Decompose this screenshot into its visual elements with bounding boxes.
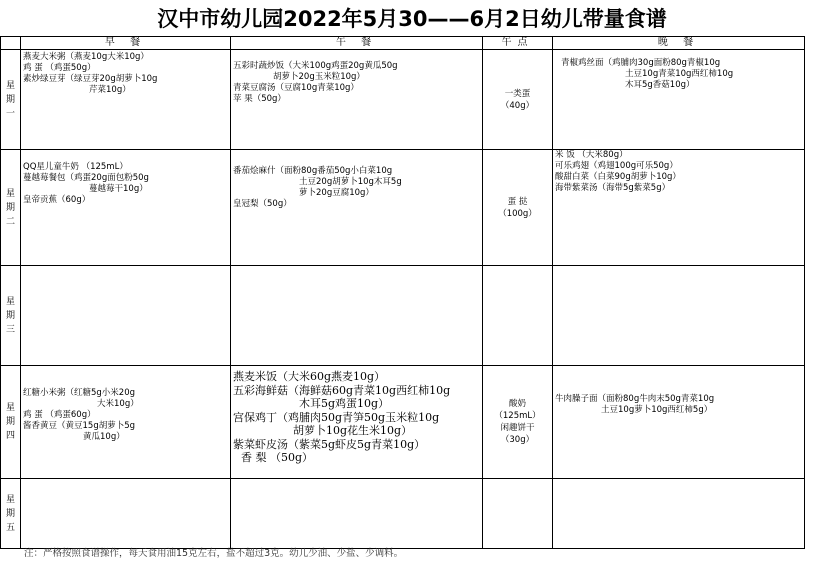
header-snack: 午点 (483, 37, 553, 50)
day-label: 星 期 二 (1, 150, 21, 266)
breakfast-cell (21, 479, 231, 549)
lunch-cell: 五彩时蔬炒饭（大米100g鸡蛋20g黄瓜50g 胡萝卜20g玉米粒10g） 青菜豆腐汤（豆腐10g青菜10g） 苹 果（50g） (231, 50, 483, 150)
day-label: 星 期 四 (1, 366, 21, 479)
breakfast-cell: 红糖小米粥（红糖5g小米20g 大米10g） 鸡 蛋 （鸡蛋60g） 酱香黄豆（黄豆15g胡萝卜5g 黄瓜10g） (21, 366, 231, 479)
snack-cell (483, 479, 553, 549)
table-row (1, 50, 805, 150)
breakfast-cell: 燕麦大米粥（燕麦10g大米10g） 鸡 蛋 （鸡蛋50g） 素炒绿豆芽（绿豆芽20g胡萝卜10g 芹菜10g） (21, 50, 231, 150)
dinner-cell (553, 479, 805, 549)
breakfast-cell (21, 266, 231, 366)
table-row (1, 266, 805, 366)
day-label: 星 期 三 (1, 266, 21, 366)
lunch-cell (231, 479, 483, 549)
header-day-blank (1, 37, 21, 50)
table-row (1, 366, 805, 479)
snack-cell (483, 266, 553, 366)
dinner-cell: 牛肉臊子面（面粉80g牛肉末50g青菜10g 土豆10g萝卜10g西红柿5g） (553, 366, 805, 479)
menu-table (0, 36, 805, 549)
snack-cell: 酸奶 （125mL） 闲趣饼干 （30g） (483, 366, 553, 479)
day-label: 星 期 一 (1, 50, 21, 150)
header-dinner: 晚 餐 (553, 37, 805, 50)
header-breakfast: 早 餐 (21, 37, 231, 50)
snack-cell: 一类蛋 （40g） (483, 50, 553, 150)
dinner-cell (553, 266, 805, 366)
footer-note: 注：严格按照食谱操作，每天食用油15克左右，盐不超过3克。幼儿少油、少盐、少调料。 (24, 548, 404, 559)
header-lunch: 午 餐 (231, 37, 483, 50)
dinner-cell: 青椒鸡丝面（鸡脯肉30g面粉80g青椒10g 土豆10g青菜10g西红柿10g 木耳5g香菇10g） (553, 50, 805, 150)
lunch-cell: 番茄烩麻什（面粉80g番茄50g小白菜10g 土豆20g胡萝卜10g木耳5g 萝卜20g豆腐10g） 皇冠梨（50g） (231, 150, 483, 266)
lunch-cell: 燕麦米饭（大米60g燕麦10g） 五彩海鲜菇（海鲜菇60g青菜10g西红柿10g 木耳5g鸡蛋10g） 宫保鸡丁（鸡脯肉50g青笋50g玉米粒10g 胡萝卜10g花生米10g） 紫菜虾皮汤（紫菜5g虾皮5g青菜10g） 香 梨 （50g） (231, 366, 483, 479)
dinner-cell: 米 饭 （大米80g） 可乐鸡翅（鸡翅100g可乐50g） 酸甜白菜（白菜90g胡萝卜10g） 海带紫菜汤（海带5g紫菜5g） (553, 150, 805, 266)
lunch-cell (231, 266, 483, 366)
header-row (1, 37, 805, 50)
snack-cell: 蛋 挞 （100g） (483, 150, 553, 266)
page-title: 汉中市幼儿园2022年5月30——6月2日幼儿带量食谱 (157, 7, 667, 31)
breakfast-cell: QQ星儿童牛奶 （125mL） 蔓越莓餐包（鸡蛋20g面包粉50g 蔓越莓干10g） 皇帝贡蕉（60g） (21, 150, 231, 266)
day-label: 星 期 五 (1, 479, 21, 549)
table-row (1, 150, 805, 266)
table-row (1, 479, 805, 549)
